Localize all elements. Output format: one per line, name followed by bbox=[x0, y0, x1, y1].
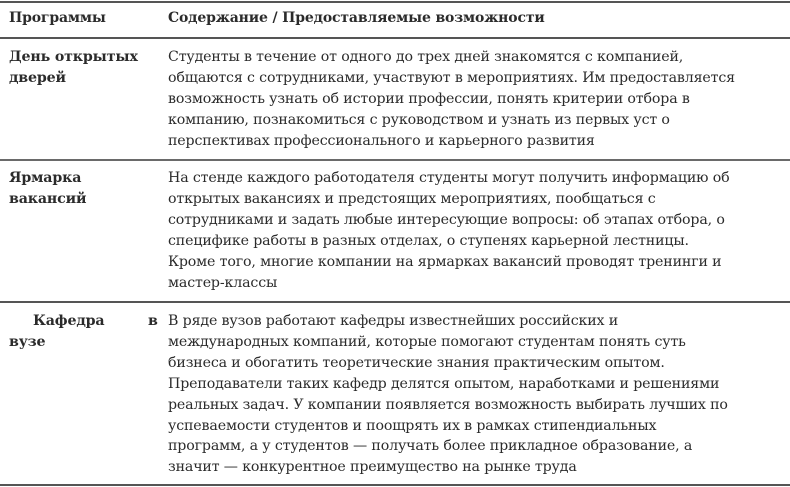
row-divider bbox=[0, 301, 790, 303]
program-name-line: вузе bbox=[9, 333, 46, 350]
description-line: международных компаний, которые помогают студентам понять суть bbox=[168, 333, 686, 350]
description-line: успеваемости студентов и поощрять их в рамках стипендиальных bbox=[168, 417, 657, 434]
description-line: возможность узнать об истории профессии, понять критерии отбора в bbox=[168, 90, 690, 107]
description-line: программ, а у студентов — получать более прикладное образование, а bbox=[168, 438, 693, 455]
description-line: Студенты в течение от одного до трех дней знакомятся с компанией, bbox=[168, 49, 684, 65]
program-name-line: День открытых bbox=[9, 49, 138, 65]
description-line: значит — конкурентное преимущество на рынке труда bbox=[168, 459, 577, 476]
header-programs: Программы bbox=[9, 10, 106, 26]
header-bottom-rule bbox=[0, 37, 790, 39]
description-line: перспективах профессионального и карьерного развития bbox=[168, 132, 595, 149]
description-line: Преподаватели таких кафедр делятся опытом, наработками и решениями bbox=[168, 375, 720, 392]
description-line: компанию, познакомиться с руководством и узнать из первых уст о bbox=[168, 111, 670, 128]
description-line: бизнеса и обогатить теоретические знания практическим опытом. bbox=[168, 354, 665, 371]
program-name-word: в bbox=[148, 313, 158, 329]
description-line: общаются с сотрудниками, участвуют в мероприятиях. Им предоставляется bbox=[168, 69, 735, 86]
row-divider bbox=[0, 159, 790, 161]
description-line: Кроме того, многие компании на ярмарках вакансий проводят тренинги и bbox=[168, 253, 722, 270]
program-name-line bbox=[9, 311, 157, 332]
program-name-word: Кафедра bbox=[33, 313, 105, 329]
program-name-line: дверей bbox=[9, 69, 66, 86]
description-line: мастер-классы bbox=[168, 274, 278, 291]
program-name-line: Ярмарка bbox=[9, 170, 82, 186]
program-name-job-fair bbox=[9, 168, 157, 210]
table-top-rule bbox=[0, 1, 790, 3]
table-bottom-rule bbox=[0, 484, 790, 486]
program-description-university-department bbox=[168, 311, 788, 478]
program-name-line: вакансий bbox=[9, 190, 87, 207]
program-name-open-day bbox=[9, 47, 157, 89]
description-line: На стенде каждого работодателя студенты могут получить информацию об bbox=[168, 170, 730, 186]
program-description-job-fair bbox=[168, 168, 788, 293]
program-description-open-day bbox=[168, 47, 788, 152]
header-content: Содержание / Предоставляемые возможности bbox=[168, 10, 545, 26]
description-line: открытых вакансиях и предстоящих мероприятиях, пообщаться с bbox=[168, 190, 656, 207]
description-line: реальных задач. У компании появляется возможность выбирать лучших по bbox=[168, 396, 728, 413]
description-line: специфике работы в разных отделах, о ступенях карьерной лестницы. bbox=[168, 232, 689, 249]
description-line: сотрудниками и задать любые интересующие вопросы: об этапах отбора, о bbox=[168, 211, 725, 228]
description-line: В ряде вузов работают кафедры известнейших российских и bbox=[168, 313, 619, 329]
program-name-university-department bbox=[9, 311, 157, 353]
